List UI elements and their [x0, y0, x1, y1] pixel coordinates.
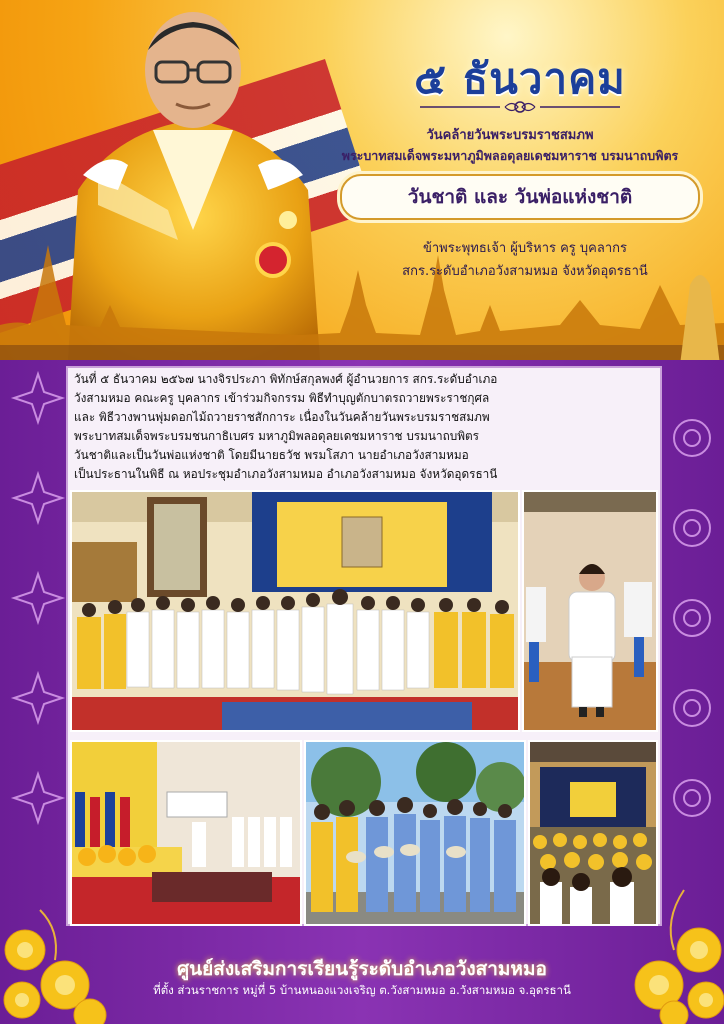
header-section [0, 0, 724, 365]
subtitle-line-2: พระบาทสมเด็จพระมหาภูมิพลอดุลยเดชมหาราช บรมนาถบพิตร [341, 148, 679, 163]
description-line: วันชาติและเป็นวันพ่อแห่งชาติ โดยมีนายธวัช พรมโสภา นายอำเภอวังสามหมอ [74, 448, 469, 462]
group-photo-scene [72, 492, 518, 730]
marigold-flowers-icon [614, 880, 724, 1024]
alms-giving-scene [306, 742, 524, 924]
ornament-icon [664, 590, 720, 646]
organization-address: ที่ตั้ง ส่วนราชการ หมู่ที่ 5 บ้านหนองแวงเจริญ ต.วังสามหมอ อ.วังสามหมอ จ.อุดรธานี [153, 983, 571, 997]
description-line: และ พิธีวางพานพุ่มดอกไม้ถวายราชสักการะ เนื่องในวันคล้ายวันพระบรมราชสมภพ [74, 410, 490, 424]
ornament-icon [664, 500, 720, 556]
seated-official-scene [524, 492, 656, 730]
event-description [74, 370, 654, 484]
ornament-icon [10, 770, 66, 826]
ornament-icon [10, 670, 66, 726]
national-day-banner [340, 174, 700, 220]
marigold-flowers-icon [0, 890, 110, 1024]
description-line: วังสามหมอ คณะครู บุคลากร เข้าร่วมกิจกรรม พิธีทำบุญตักบาตรถวายพระราชกุศล [74, 391, 490, 405]
ornament-icon [10, 370, 66, 426]
subtitle-line-1: วันคล้ายวันพระบรมราชสมภพ [426, 128, 594, 143]
ornament-icon [10, 570, 66, 626]
ornament-icon [664, 410, 720, 466]
date-title: ๕ ธันวาคม [414, 54, 626, 103]
group-photo [70, 490, 520, 732]
ornament-icon [664, 680, 720, 736]
alms-giving-photo [304, 740, 526, 926]
description-line: เป็นประธานในพิธี ณ หอประชุมอำเภอวังสามหมอ อำเภอวังสามหมอ จังหวัดอุดรธานี [74, 467, 498, 481]
seated-official-photo [522, 490, 658, 732]
description-line: พระบาทสมเด็จพระบรมชนกาธิเบศร มหาภูมิพลอดุลยเดชมหาราช บรมนาถบพิตร [74, 429, 480, 443]
staff-line-1: ข้าพระพุทธเจ้า ผู้บริหาร ครู บุคลากร [422, 241, 627, 256]
ornament-icon [664, 770, 720, 826]
title-ornament [420, 98, 620, 116]
staff-line-2: สกร.ระดับอำเภอวังสามหมอ จังหวัดอุดรธานี [402, 264, 648, 279]
description-line: วันที่ ๕ ธันวาคม ๒๕๖๗ นางจิรประภา พิทักษ์สกุลพงศ์ ผู้อำนวยการ สกร.ระดับอำเภอ [74, 372, 498, 386]
ornament-icon [10, 470, 66, 526]
organization-name: ศูนย์ส่งเสริมการเรียนรู้ระดับอำเภอวังสามหมอ [177, 958, 547, 980]
banner-text: วันชาติ และ วันพ่อแห่งชาติ [407, 186, 633, 208]
